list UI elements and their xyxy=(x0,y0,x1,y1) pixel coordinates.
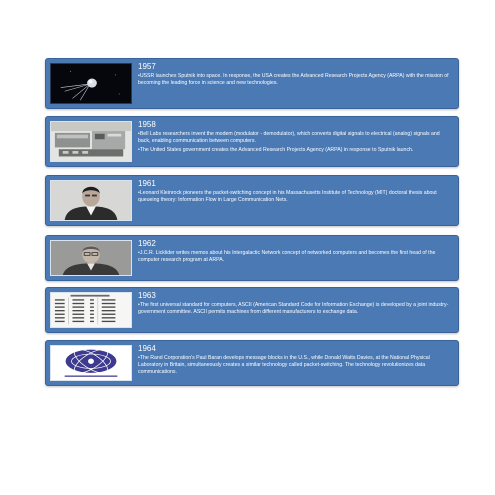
timeline-entry-1961 xyxy=(45,175,459,226)
entry-year: 1964 xyxy=(138,344,156,353)
timeline-entry-1958 xyxy=(45,116,459,167)
entry-year: 1963 xyxy=(138,291,156,300)
ascii-table-icon xyxy=(50,292,132,328)
arpa-logo-icon xyxy=(50,345,132,381)
entry-text xyxy=(138,344,452,378)
sputnik-satellite-icon xyxy=(50,63,132,104)
timeline-entry-1963 xyxy=(45,287,459,333)
entry-year: 1961 xyxy=(138,179,156,188)
entry-text xyxy=(138,120,452,156)
entry-text xyxy=(138,179,452,206)
entry-bullet: •Bell Labs researchers invent the modem (modulator - demodulator), which converts digital signals to electrical (analog) signals and back, enabling communication between computers. xyxy=(138,131,440,144)
entry-bullet: •USSR launches Sputnik into space. In response, the USA creates the Advanced Research Projects Agency (ARPA) with the mission of becoming the leading force in science and new technologies. xyxy=(138,73,449,86)
entry-text xyxy=(138,239,452,266)
entry-bullet: •The first universal standard for computers, ASCII (American Standard Code for Information Exchange) is developed by a joint industry-government committee. ASCII permits machines from different manufacturers to exchange data. xyxy=(138,302,449,315)
timeline-entry-1957 xyxy=(45,58,459,109)
entry-year: 1958 xyxy=(138,120,156,129)
entry-text xyxy=(138,291,452,318)
entry-bullet: •The Rand Corporation's Paul Baran develops message blocks in the U.S., while Donald Watts Davies, at the National Physical Laboratory in Britain, simultaneously creates a similar technology called packet-switching. The technology revolutionizes data communications. xyxy=(138,355,430,375)
portrait-kleinrock-icon xyxy=(50,180,132,221)
portrait-licklider-icon xyxy=(50,240,132,276)
entry-year: 1962 xyxy=(138,239,156,248)
timeline-entry-1962 xyxy=(45,235,459,281)
entry-bullet: •The United States government creates the Advanced Research Projects Agency (ARPA) in response to Sputnik launch. xyxy=(138,147,414,153)
entry-bullet: •J.C.R. Licklider writes memos about his Intergalactic Network concept of networked computers and becomes the first head of the computer research program at ARPA. xyxy=(138,250,436,263)
modem-hardware-icon xyxy=(50,121,132,162)
timeline-entry-1964 xyxy=(45,340,459,386)
entry-year: 1957 xyxy=(138,62,156,71)
entry-text xyxy=(138,62,452,89)
entry-bullet: •Leonard Kleinrock pioneers the packet-switching concept in his Massachusetts Institute of Technology (MIT) doctoral thesis about queueing theory: Information Flow in Large Communication Nets. xyxy=(138,190,437,203)
